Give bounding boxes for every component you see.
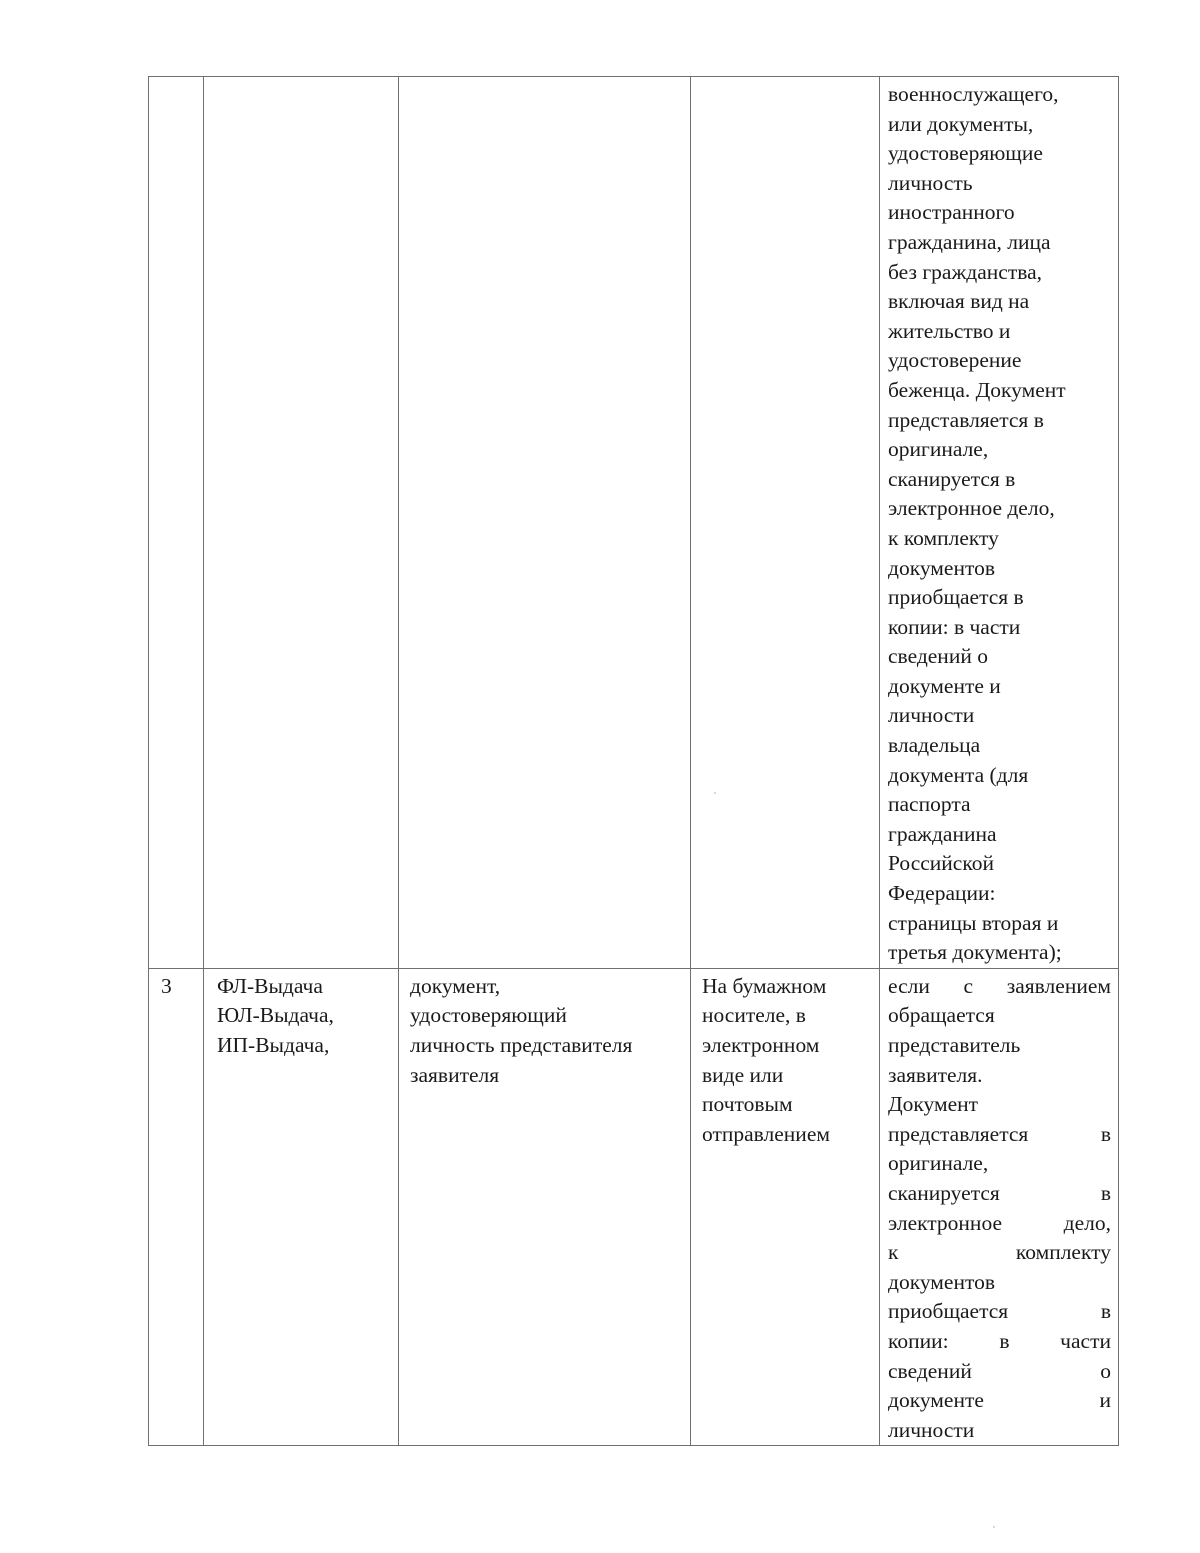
note-line: военнослужащего, <box>888 82 1059 106</box>
note-word: обращается <box>888 1003 995 1028</box>
note-line <box>888 972 1111 1002</box>
note-word: копии: <box>888 1328 949 1353</box>
document-table <box>148 76 1119 1446</box>
note-line: третья документа); <box>888 940 1062 965</box>
note-line: оригинале, <box>888 437 989 462</box>
note-line: сведений о <box>888 644 988 669</box>
note-word: дело, <box>1063 1210 1111 1235</box>
note-line: паспорта <box>888 792 971 817</box>
note-line: документов <box>888 555 995 580</box>
table-row-continuation <box>149 77 1119 969</box>
code-line: ЮЛ-Выдача, <box>217 1003 334 1028</box>
note-line <box>888 1416 1111 1446</box>
note-word: в <box>1100 1180 1111 1205</box>
note-line <box>888 1061 1111 1091</box>
note-word: в <box>1100 1299 1111 1324</box>
cell-document <box>399 968 691 1446</box>
document-line: удостоверяющий <box>410 1003 567 1028</box>
note-line: к комплекту <box>888 525 999 550</box>
note-line <box>888 1031 1111 1061</box>
table-row-3 <box>149 968 1119 1446</box>
note-line: включая вид на <box>888 289 1030 314</box>
cell-number <box>149 77 204 969</box>
scan-speck <box>993 1526 995 1528</box>
document-line: документ, <box>410 973 501 998</box>
note-line: Федерации: <box>888 881 996 906</box>
document-line: заявителя <box>410 1062 500 1087</box>
cell-number <box>149 968 204 1446</box>
document-line: личность представителя <box>410 1033 633 1057</box>
cell-note <box>880 968 1119 1446</box>
cell-codes <box>204 968 399 1446</box>
note-word: документов <box>888 1269 995 1294</box>
note-word: представляется <box>888 1121 1029 1146</box>
note-word: приобщается <box>888 1299 1009 1324</box>
note-line <box>888 1386 1111 1416</box>
note-line <box>888 1149 1111 1179</box>
form-line: отправлением <box>702 1121 830 1146</box>
note-line: без гражданства, <box>888 259 1043 284</box>
note-line <box>888 1327 1111 1357</box>
note-line <box>888 1179 1111 1209</box>
code-line: ФЛ-Выдача <box>217 973 323 998</box>
cell-form <box>691 968 880 1446</box>
note-text <box>880 77 1118 968</box>
note-line: гражданина, лица <box>888 229 1051 254</box>
note-line <box>888 1238 1111 1268</box>
scan-speck <box>714 792 716 794</box>
note-line: электронное дело, <box>888 496 1055 521</box>
note-word: в <box>999 1328 1010 1353</box>
note-line: представляется в <box>888 407 1044 432</box>
cell-note <box>880 77 1119 969</box>
note-line <box>888 1090 1111 1120</box>
note-line <box>888 1209 1111 1239</box>
note-line: копии: в части <box>888 614 1021 639</box>
form-line: носителе, в <box>702 1003 806 1028</box>
cell-codes <box>204 77 399 969</box>
form-line: электронном <box>702 1033 820 1057</box>
note-word: представитель <box>888 1033 1021 1057</box>
note-line: Российской <box>888 851 994 876</box>
code-line: ИП-Выдача, <box>217 1033 330 1057</box>
form-line: виде или <box>702 1062 784 1087</box>
note-word: оригинале, <box>888 1151 989 1176</box>
note-word: комплекту <box>1015 1240 1111 1265</box>
note-line: иностранного <box>888 200 1015 225</box>
note-word: сведений <box>888 1358 972 1383</box>
note-word: о <box>1100 1358 1111 1383</box>
note-line <box>888 1001 1111 1031</box>
note-word: к <box>888 1240 899 1265</box>
note-word: в <box>1100 1121 1111 1146</box>
note-line <box>888 1120 1111 1150</box>
note-line: документа (для <box>888 762 1029 787</box>
note-line: личности <box>888 703 975 728</box>
note-word: личности <box>888 1417 975 1442</box>
note-word: заявителя. <box>888 1062 983 1087</box>
note-line <box>888 1357 1111 1387</box>
note-line: удостоверяющие <box>888 141 1043 166</box>
note-word: сканируется <box>888 1180 1000 1205</box>
note-word: Документ <box>888 1092 979 1117</box>
note-text <box>880 969 1118 1446</box>
note-line: или документы, <box>888 111 1034 136</box>
note-line: сканируется в <box>888 466 1016 491</box>
note-word: заявлением <box>1006 973 1111 998</box>
note-line: документе и <box>888 673 1001 698</box>
note-line: удостоверение <box>888 348 1022 373</box>
note-line <box>888 1268 1111 1298</box>
note-line <box>888 1297 1111 1327</box>
note-line: страницы вторая и <box>888 910 1059 935</box>
note-word: части <box>1060 1328 1111 1353</box>
note-line: приобщается в <box>888 585 1024 610</box>
row-number: 3 <box>161 973 172 998</box>
note-word: электронное <box>888 1210 1002 1235</box>
note-word: с <box>963 973 974 998</box>
document-name <box>399 969 690 1090</box>
note-word: и <box>1099 1388 1111 1413</box>
cell-form <box>691 77 880 969</box>
note-line: личность <box>888 170 973 195</box>
form-line: На бумажном <box>702 973 827 998</box>
note-line: беженца. Документ <box>888 377 1066 402</box>
cell-document <box>399 77 691 969</box>
note-word: документе <box>888 1388 984 1413</box>
note-line: жительство и <box>888 318 1011 343</box>
note-word: если <box>888 973 930 998</box>
form-line: почтовым <box>702 1092 793 1117</box>
service-codes <box>204 969 398 1061</box>
note-line: владельца <box>888 733 981 758</box>
submission-form <box>691 969 879 1150</box>
note-line: гражданина <box>888 821 997 846</box>
